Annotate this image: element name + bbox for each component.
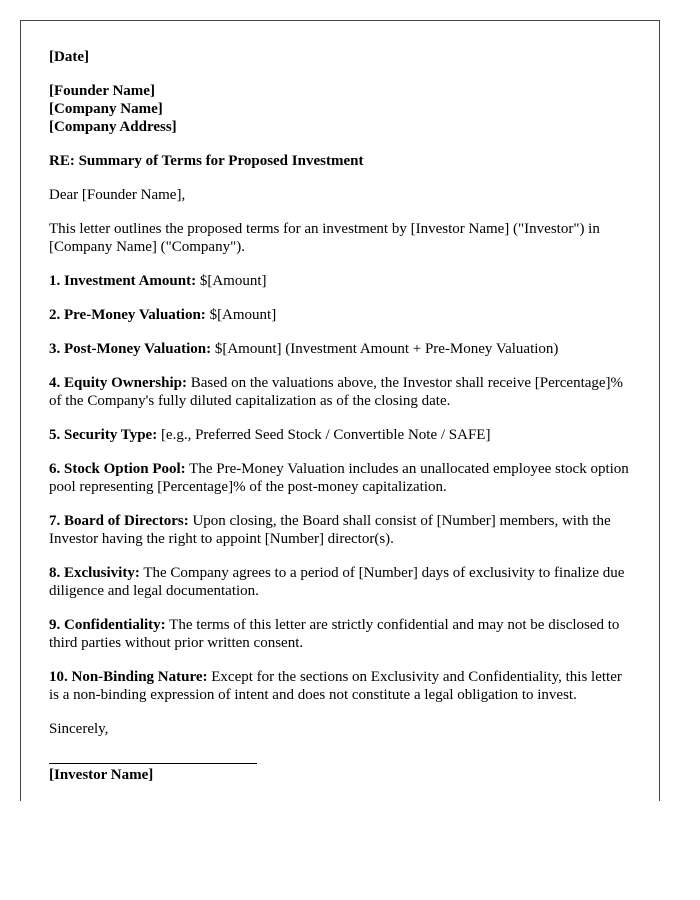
term-label: 7. Board of Directors: [49, 513, 189, 529]
term-text: The Pre-Money Valuation includes an unallocated employee stock option pool representing [Percentage]% of the post-money capitalization. [49, 461, 629, 495]
letter-salutation: Dear [Founder Name], [49, 187, 186, 203]
signer-name: [Investor Name] [49, 767, 154, 783]
letter-content [49, 48, 634, 800]
term-text: $[Amount] [205, 307, 277, 323]
term-text: Based on the valuations above, the Investor shall receive [Percentage]% of the Company's fully diluted capitalization as of the closing date. [49, 375, 624, 409]
term-text: [e.g., Preferred Seed Stock / Convertible Note / SAFE] [157, 427, 491, 443]
term-item [49, 668, 634, 704]
term-label: 1. Investment Amount: [49, 273, 197, 289]
recipient-name: [Founder Name] [49, 83, 155, 99]
term-item [49, 374, 634, 410]
letter-closing: Sincerely, [49, 721, 109, 737]
letter-subject: RE: Summary of Terms for Proposed Investment [49, 153, 364, 169]
term-item [49, 426, 634, 444]
term-item [49, 616, 634, 652]
term-text: $[Amount] (Investment Amount + Pre-Money Valuation) [211, 341, 559, 357]
term-label: 3. Post-Money Valuation: [49, 341, 212, 357]
letter-date: [Date] [49, 49, 89, 65]
term-label: 6. Stock Option Pool: [49, 461, 186, 477]
term-text: The terms of this letter are strictly confidential and may not be disclosed to third parties without prior written consent. [49, 617, 620, 651]
term-label: 4. Equity Ownership: [49, 375, 187, 391]
term-label: 5. Security Type: [49, 427, 158, 443]
term-label: 8. Exclusivity: [49, 565, 140, 581]
recipient-address-block [49, 82, 634, 136]
term-label: 2. Pre-Money Valuation: [49, 307, 206, 323]
term-item [49, 340, 634, 358]
recipient-address: [Company Address] [49, 119, 177, 135]
term-text: The Company agrees to a period of [Number] days of exclusivity to finalize due diligence and legal documentation. [49, 565, 625, 599]
letter-intro: This letter outlines the proposed terms for an investment by [Investor Name] ("Investor") in [Company Name] ("Company"). [49, 221, 600, 255]
recipient-company: [Company Name] [49, 101, 163, 117]
letter-page [20, 20, 660, 801]
term-item [49, 564, 634, 600]
term-text: Except for the sections on Exclusivity and Confidentiality, this letter is a non-binding expression of intent and does not constitute a legal obligation to invest. [49, 669, 622, 703]
term-text: $[Amount] [196, 273, 267, 289]
term-item [49, 272, 634, 290]
term-text: Upon closing, the Board shall consist of [Number] members, with the Investor having the right to appoint [Number] director(s). [49, 513, 611, 547]
term-item [49, 306, 634, 324]
term-label: 9. Confidentiality: [49, 617, 166, 633]
term-label: 10. Non-Binding Nature: [49, 669, 208, 685]
term-item [49, 512, 634, 548]
term-item [49, 460, 634, 496]
